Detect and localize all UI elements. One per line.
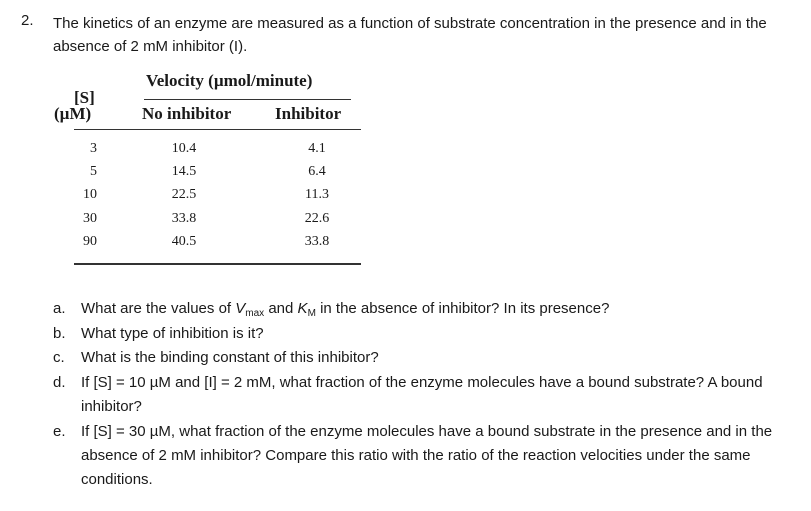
subquestion-e — [53, 420, 793, 492]
inhibitor-header: Inhibitor — [275, 104, 342, 123]
subquestion-b — [53, 322, 793, 346]
row-5-inhibitor: 33.8 — [304, 234, 330, 249]
velocity-header-rule — [144, 99, 351, 100]
question-number: 2. — [21, 12, 34, 29]
substrate-header-line1: [S] — [74, 88, 95, 107]
row-4-substrate: 30 — [83, 211, 97, 226]
row-3-inhibitor: 11.3 — [305, 187, 329, 202]
subquestion-d-label: d. — [53, 374, 66, 391]
row-1-inhibitor: 4.1 — [308, 141, 326, 156]
subquestion-b-label: b. — [53, 325, 66, 342]
row-2-no-inhibitor: 14.5 — [171, 164, 197, 179]
header-bottom-rule — [74, 129, 361, 130]
subquestion-b-text: What type of inhibition is it? — [81, 325, 264, 342]
subquestion-e-text: If [S] = 30 µM, what fraction of the enzyme molecules have a bound substrate in the presence and in the absence of 2 mM inhibitor? Compare this ratio with the ratio of the reaction velocities under the same conditions. — [81, 423, 773, 488]
subquestion-a — [53, 297, 793, 321]
subquestion-a-label: a. — [53, 300, 66, 317]
table-bottom-rule — [74, 263, 361, 265]
kinetics-table — [54, 70, 364, 268]
row-4-inhibitor: 22.6 — [304, 211, 330, 226]
subquestion-c-text: What is the binding constant of this inhibitor? — [81, 349, 379, 366]
row-1-no-inhibitor: 10.4 — [171, 141, 197, 156]
subquestion-d-text: If [S] = 10 µM and [I] = 2 mM, what fraction of the enzyme molecules have a bound substrate? A bound inhibitor? — [81, 374, 763, 415]
substrate-header-line2: (µM) — [54, 104, 92, 123]
row-3-substrate: 10 — [83, 187, 97, 202]
subquestion-a-text: What are the values of $V_{max}$ and $K_M$ in the absence of inhibitor? In its presence? — [81, 300, 610, 319]
row-5-no-inhibitor: 40.5 — [171, 234, 197, 249]
row-2-inhibitor: 6.4 — [308, 164, 326, 179]
subquestion-d — [53, 371, 793, 419]
subquestion-c — [53, 346, 793, 370]
subquestion-c-label: c. — [53, 349, 65, 366]
row-2-substrate: 5 — [90, 164, 97, 179]
row-1-substrate: 3 — [90, 141, 97, 156]
subquestion-e-label: e. — [53, 423, 66, 440]
row-4-no-inhibitor: 33.8 — [171, 211, 197, 226]
question-text: The kinetics of an enzyme are measured as a function of substrate concentration in the presence and in the absence of 2 mM inhibitor (I). — [53, 15, 767, 55]
row-3-no-inhibitor: 22.5 — [171, 187, 197, 202]
no-inhibitor-header: No inhibitor — [142, 104, 232, 123]
row-5-substrate: 90 — [83, 234, 97, 249]
velocity-header: Velocity (µmol/minute) — [146, 71, 313, 90]
